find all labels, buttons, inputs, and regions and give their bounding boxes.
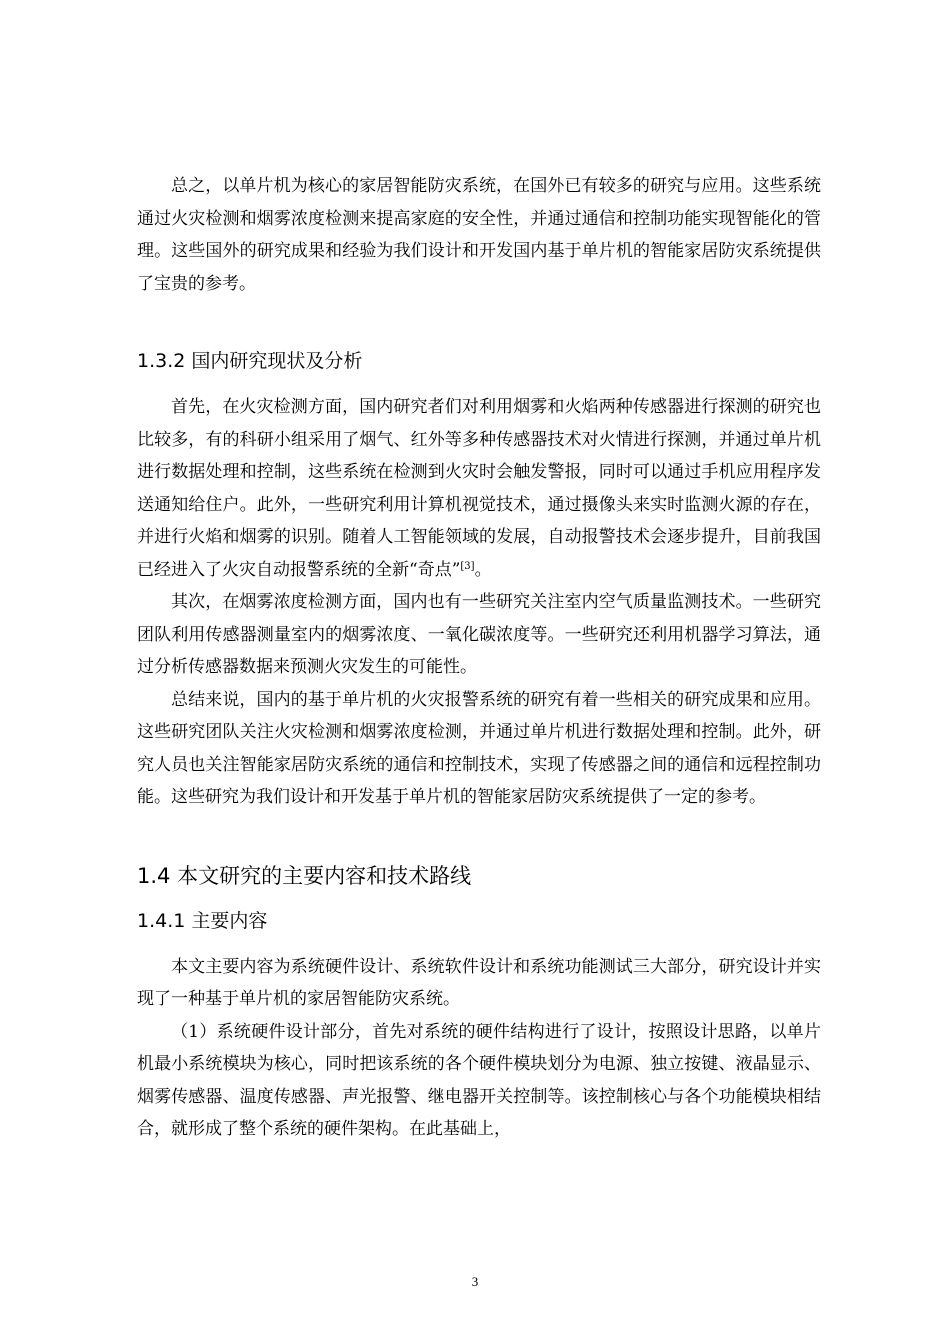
heading-1-4: 1.4 本文研究的主要内容和技术路线 (137, 863, 472, 888)
paragraph-domestic-fire-detection-text: 首先，在火灾检测方面，国内研究者们对利用烟雾和火焰两种传感器进行探测的研究也比较多，有的科研小组采用了烟气、红外等多种传感器技术对火情进行探测，并通过单片机进行数据处理和控制，这些系统在检测到火灾时会触发警报，同时可以通过手机应用程序发送通知给住户。此外，一些研究利用计算机视觉技术，通过摄像头来实时监测火源的存在，并进行火焰和烟雾的识别。随着人工智能领域的发展，自动报警技术会逐步提升，目前我国已经进入了火灾自动报警系统的全新“奇点” (137, 397, 821, 580)
paragraph-domestic-fire-detection (137, 391, 821, 586)
page-number: 3 (471, 1274, 479, 1289)
heading-1-4-1: 1.4.1 主要内容 (137, 909, 268, 932)
heading-1-3-2: 1.3.2 国内研究现状及分析 (137, 350, 363, 372)
paragraph-domestic-fire-detection-end: 。 (474, 559, 492, 580)
paragraph-main-content-intro: 本文主要内容为系统硬件设计、系统软件设计和系统功能测试三大部分，研究设计并实现了一种基于单片机的家居智能防灾系统。 (137, 956, 821, 1009)
paragraph-hardware-design: （1）系统硬件设计部分，首先对系统的硬件结构进行了设计，按照设计思路，以单片机最小系统模块为核心，同时把该系统的各个硬件模块划分为电源、独立按键、液晶显示、烟雾传感器、温度传感器、声光报警、继电器开关控制等。该控制核心与各个功能模块相结合，就形成了整个系统的硬件架构。在此基础上， (137, 1021, 821, 1139)
paragraph-domestic-summary: 总结来说，国内的基于单片机的火灾报警系统的研究有着一些相关的研究成果和应用。这些研究团队关注火灾检测和烟雾浓度检测，并通过单片机进行数据处理和控制。此外，研究人员也关注智能家居防灾系统的通信和控制技术，实现了传感器之间的通信和远程控制功能。这些研究为我们设计和开发基于单片机的智能家居防灾系统提供了一定的参考。 (137, 689, 821, 807)
page-content (137, 170, 821, 1146)
paragraph-foreign-summary: 总之，以单片机为核心的家居智能防灾系统，在国外已有较多的研究与应用。这些系统通过火灾检测和烟雾浓度检测来提高家庭的安全性，并通过通信和控制功能实现智能化的管理。这些国外的研究成果和经验为我们设计和开发国内基于单片机的智能家居防灾系统提供了宝贵的参考。 (137, 176, 821, 294)
citation-3: [3] (460, 560, 475, 572)
paragraph-domestic-smoke: 其次，在烟雾浓度检测方面，国内也有一些研究关注室内空气质量监测技术。一些研究团队利用传感器测量室内的烟雾浓度、一氧化碳浓度等。一些研究还利用机器学习算法，通过分析传感器数据来预测火灾发生的可能性。 (137, 592, 821, 677)
